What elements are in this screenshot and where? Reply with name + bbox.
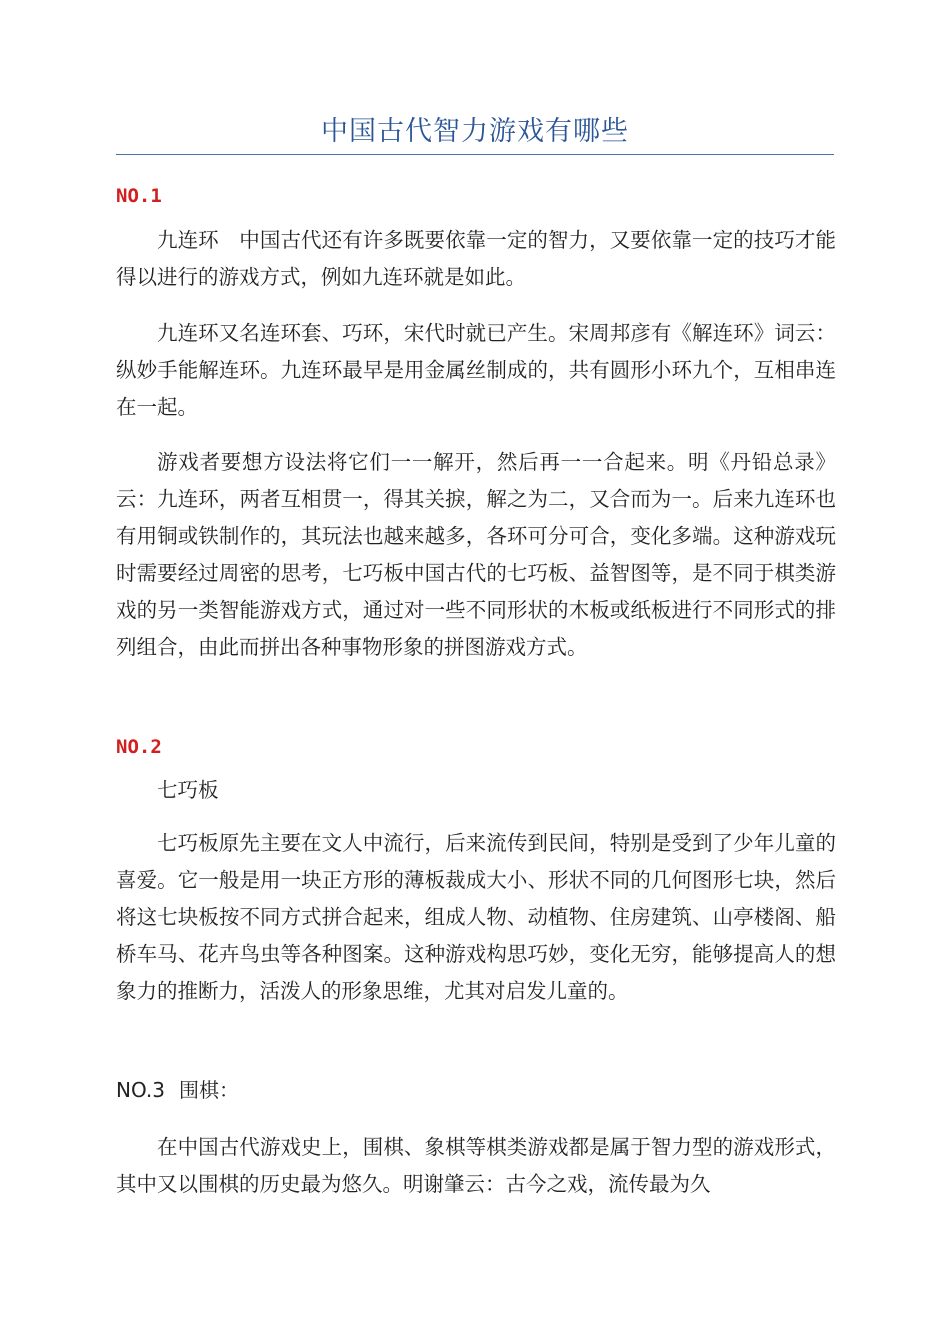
section-2-subtitle: 七巧板 bbox=[157, 778, 219, 802]
section-1-paragraph-1: 九连环 中国古代还有许多既要依靠一定的智力，又要依靠一定的技巧才能得以进行的游戏方式，例如九连环就是如此。 bbox=[116, 228, 836, 289]
section-3-paragraph-1: 在中国古代游戏史上，围棋、象棋等棋类游戏都是属于智力型的游戏形式，其中又以围棋的历史最为悠久。明谢肇云：古今之戏，流传最为久 bbox=[116, 1135, 836, 1196]
section-heading-3 bbox=[116, 1076, 239, 1104]
section-2-paragraph-1: 七巧板原先主要在文人中流行，后来流传到民间，特别是受到了少年儿童的喜爱。它一般是用一块正方形的薄板裁成大小、形状不同的几何图形七块，然后将这七块板按不同方式拼合起来，组成人物、动植物、住房建筑、山亭楼阁、船桥车马、花卉鸟虫等各种图案。这种游戏构思巧妙，变化无穷，能够提高人的想象力的推断力，活泼人的形象思维，尤其对启发儿童的。 bbox=[116, 831, 836, 1003]
page-title: 中国古代智力游戏有哪些 bbox=[321, 116, 629, 147]
section-heading-1: NO.1 bbox=[116, 185, 162, 207]
section-1-paragraph-3: 游戏者要想方设法将它们一一解开，然后再一一合起来。明《丹铅总录》云：九连环，两者互相贯一，得其关捩，解之为二，又合而为一。后来九连环也有用铜或铁制作的，其玩法也越来越多，各环可分可合，变化多端。这种游戏玩时需要经过周密的思考，七巧板中国古代的七巧板、益智图等，是不同于棋类游戏的另一类智能游戏方式，通过对一些不同形状的木板或纸板进行不同形式的排列组合，由此而拼出各种事物形象的拼图游戏方式。 bbox=[116, 450, 836, 659]
section-3-number: NO.3 bbox=[116, 1078, 165, 1102]
section-heading-2: NO.2 bbox=[116, 736, 162, 758]
title-underline bbox=[116, 154, 834, 155]
section-3-label: 围棋： bbox=[178, 1078, 239, 1102]
section-1-paragraph-2: 九连环又名连环套、巧环，宋代时就已产生。宋周邦彦有《解连环》词云：纵妙手能解连环。九连环最早是用金属丝制成的，共有圆形小环九个，互相串连在一起。 bbox=[116, 321, 836, 419]
